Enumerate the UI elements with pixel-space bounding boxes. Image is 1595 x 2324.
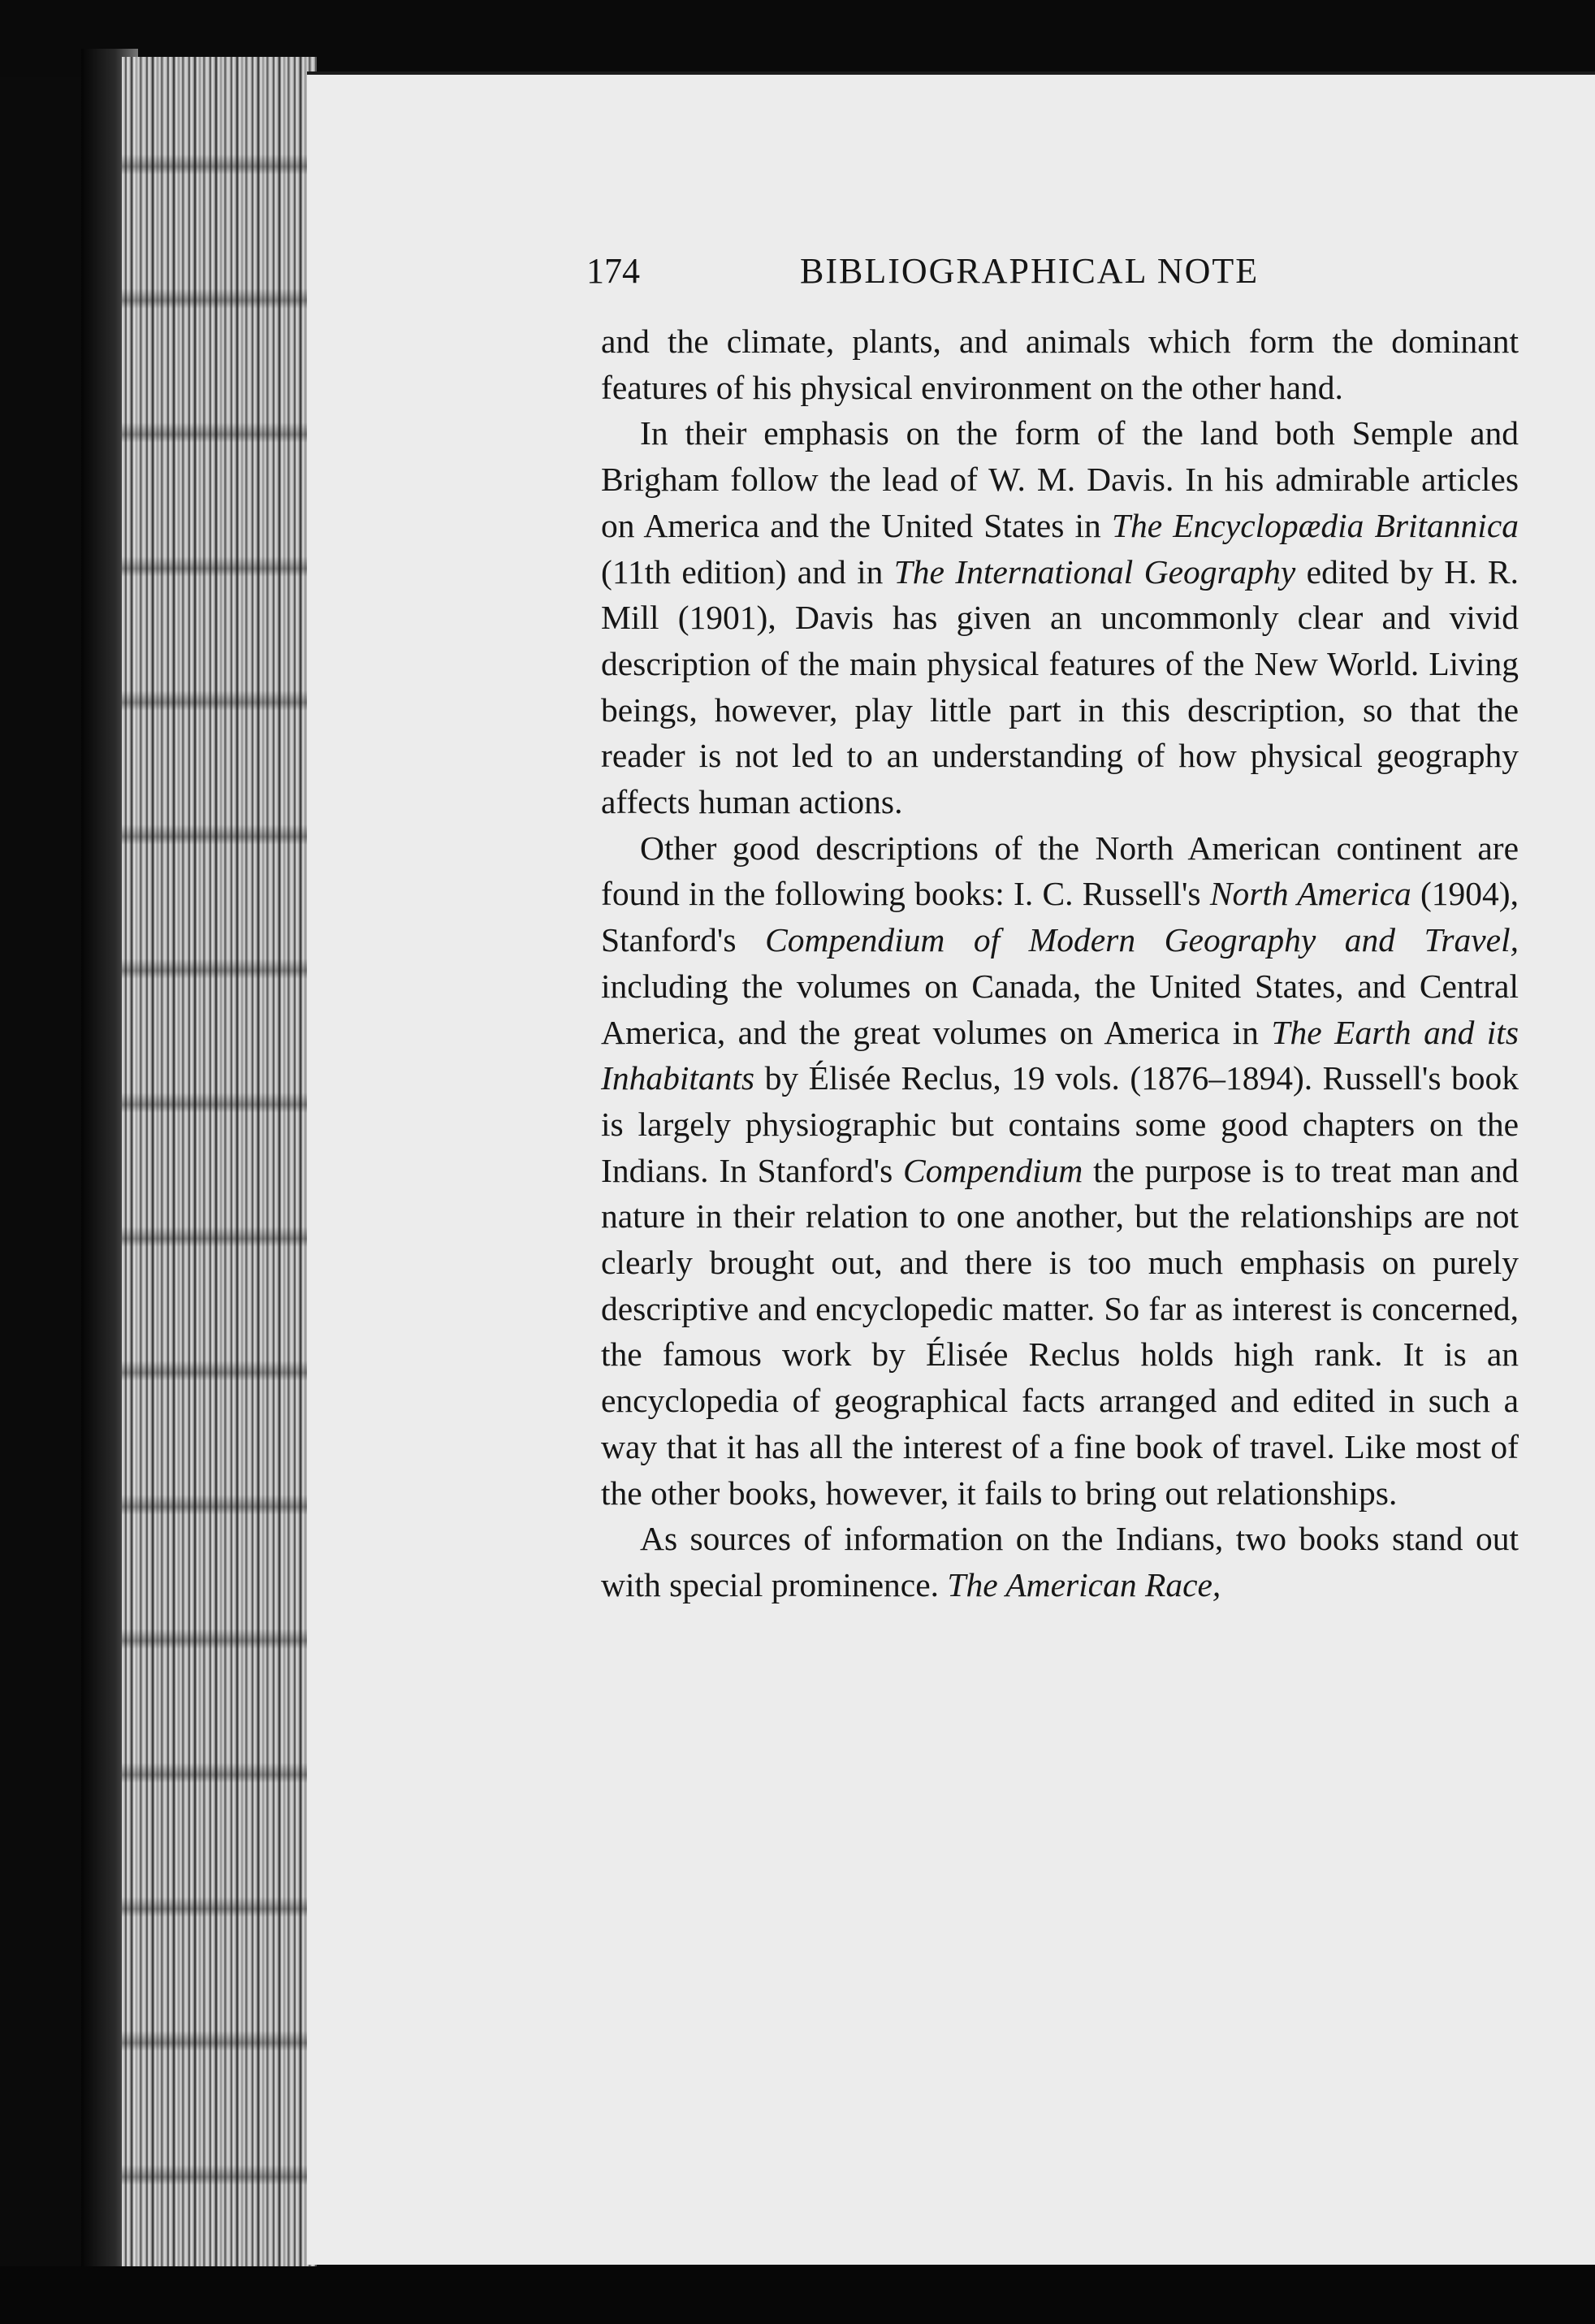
text-run: the purpose is to treat man and nature in their relation to one another, but the relationships are not clearly brought out, and there is too much emphasis on purely descriptive and encyclopedic matter. So far as interest is concerned, the famous work by Élisée Reclus holds high rank. It is an encyclopedia of geographical facts arranged and edited in such a way that it has all the interest of a fine book of travel. Like most of the other books, however, it fails to bring out relationships. (601, 1151, 1519, 1512)
italic-title: The International Geography (893, 552, 1296, 591)
italic-title: Compendium (903, 1151, 1083, 1189)
paragraph (601, 1516, 1519, 1608)
italic-title: North America (1209, 875, 1411, 913)
text-run: by Élisée Reclus, 19 vols. (1876–1894). Russell's book is largely physiographic but contains some good chapters on the Indians. In Stanford's (601, 1059, 1519, 1189)
body-text (601, 318, 1519, 1608)
scan-bottom-border (0, 2266, 1595, 2324)
text-run: In their emphasis on the form of the land both Semple and Brigham follow the lead of W. M. Davis. In his admirable articles on America and the United States in (601, 414, 1519, 544)
text-run: including the volumes on Canada, the United States, and Central America, and the great volumes on America in (601, 967, 1519, 1051)
text-run: (11th edition) and in (601, 552, 894, 591)
italic-title: The Encyclopædia Britannica (1111, 506, 1519, 544)
page-number: 174 (586, 251, 640, 291)
running-title: BIBLIOGRAPHICAL NOTE (800, 251, 1260, 291)
text-run: edited by H. R. Mill (1901), Davis has given an uncommonly clear and vivid description of the main physical features of the New World. Living beings, however, play little part in this description, so that the reader is not led to an understanding of how physical geography affects human actions. (601, 552, 1519, 821)
page-edges (122, 57, 317, 2299)
italic-title: The Earth and its Inhabitants (601, 1013, 1519, 1097)
text-run: (1904), Stanford's (601, 875, 1519, 959)
paragraph (601, 318, 1519, 410)
italic-title: Compendium of Modern Geography and Travel, (765, 921, 1519, 959)
paragraph (601, 410, 1519, 824)
paragraph (601, 825, 1519, 1517)
italic-title: The American Race, (947, 1565, 1221, 1603)
text-run: Other good descriptions of the North American continent are found in the following books: I. C. Russell's (601, 829, 1519, 913)
text-run: As sources of information on the Indians, two books stand out with special prominence. (601, 1520, 1519, 1603)
text-run: and the climate, plants, and animals which form the dominant features of his physical environment on the other hand. (601, 322, 1519, 406)
